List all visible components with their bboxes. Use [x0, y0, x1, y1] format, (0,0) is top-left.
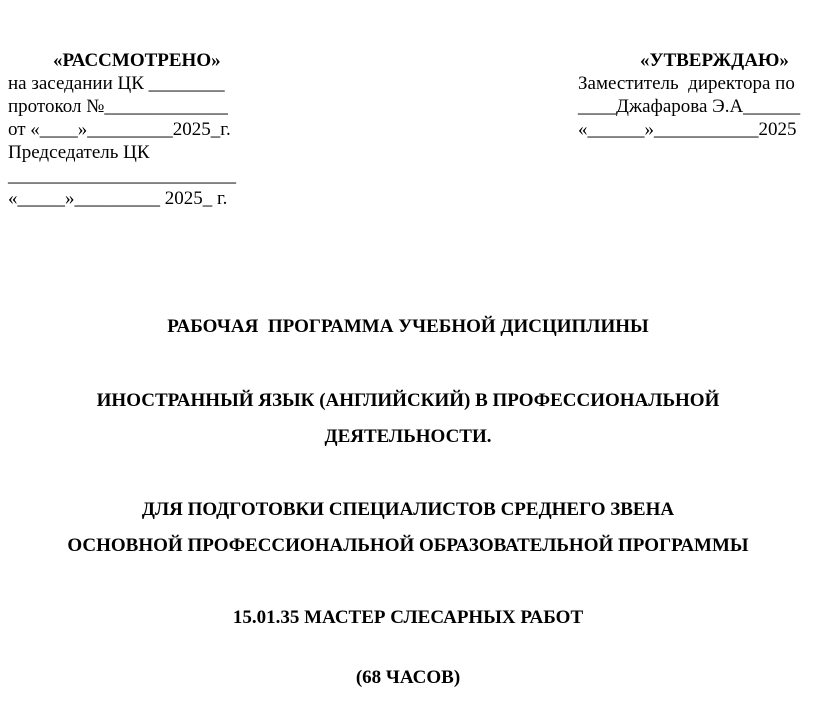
review-signature-line: ________________________	[8, 165, 236, 186]
approval-date-line: «______»___________2025	[578, 119, 797, 140]
approval-heading: «УТВЕРЖДАЮ»	[640, 50, 789, 71]
review-heading: «РАССМОТРЕНО»	[53, 50, 221, 71]
hours-label: (68 ЧАСОВ)	[355, 667, 461, 688]
program-title: РАБОЧАЯ ПРОГРАММА УЧЕБНОЙ ДИСЦИПЛИНЫ	[167, 316, 649, 337]
purpose-line1: ДЛЯ ПОДГОТОВКИ СПЕЦИАЛИСТОВ СРЕДНЕГО ЗВЕНА	[141, 499, 675, 520]
approval-block	[578, 49, 816, 141]
discipline-title-line2: ДЕЯТЕЛЬНОСТИ.	[324, 426, 492, 447]
review-protocol-line: протокол №_____________	[8, 96, 228, 117]
review-chairman-label: Председатель ЦК	[8, 142, 150, 163]
review-meeting-line: на заседании ЦК ________	[8, 73, 225, 94]
approval-name-line: ____Джафарова Э.А______	[578, 96, 801, 117]
approval-position-line: Заместитель директора по	[578, 73, 795, 94]
review-signature-date-line: «_____»_________ 2025_ г.	[8, 188, 228, 209]
review-block	[8, 49, 328, 210]
purpose-line2: ОСНОВНОЙ ПРОФЕССИОНАЛЬНОЙ ОБРАЗОВАТЕЛЬНОЙ ПРОГРАММЫ	[67, 535, 749, 556]
specialty-title: 15.01.35 МАСТЕР СЛЕСАРНЫХ РАБОТ	[232, 607, 584, 628]
review-date-line: от «____»_________2025_г.	[8, 119, 231, 140]
discipline-title-line1: ИНОСТРАННЫЙ ЯЗЫК (АНГЛИЙСКИЙ) В ПРОФЕССИОНАЛЬНОЙ	[96, 390, 720, 411]
